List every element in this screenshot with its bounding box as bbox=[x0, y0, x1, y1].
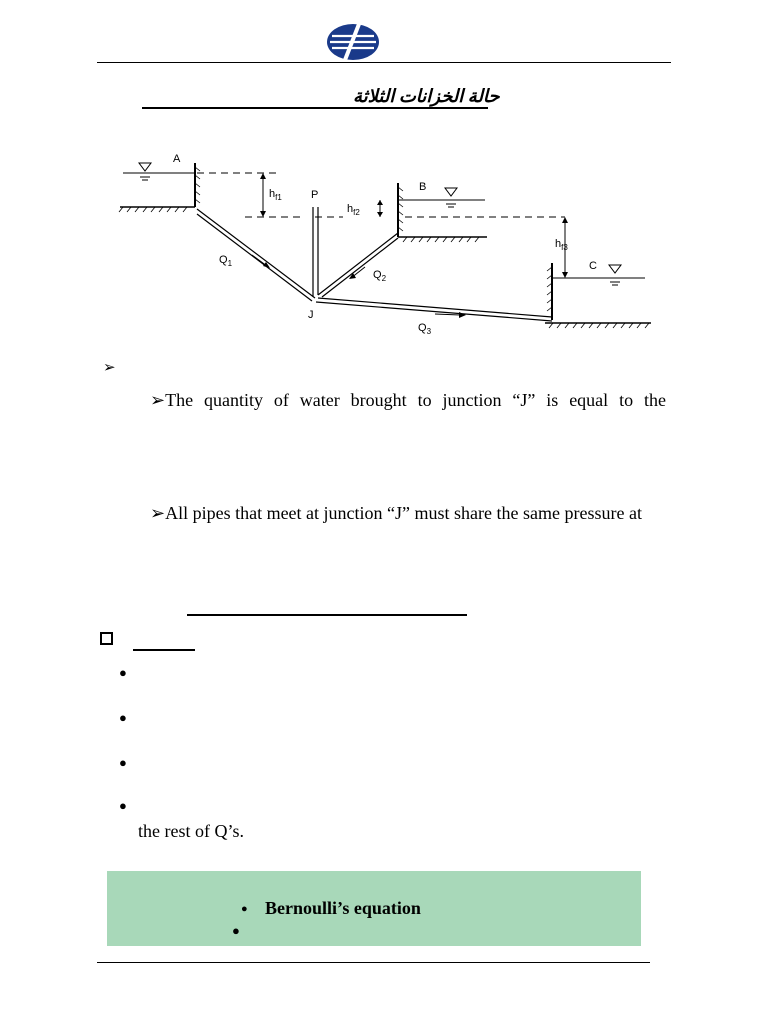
note-bullet-2-icon: ● bbox=[232, 923, 240, 938]
label-q1: Q bbox=[219, 254, 228, 266]
label-hf3-sub: f3 bbox=[561, 243, 568, 252]
label-a: A bbox=[173, 153, 181, 165]
label-hf1-sub: f1 bbox=[275, 193, 282, 202]
conditions-bullet-icon: ➢ bbox=[103, 358, 116, 376]
condition-continuity: ➢The quantity of water brought to junction “J” is equal to the bbox=[150, 390, 666, 410]
flow-arrow-2-icon bbox=[349, 273, 356, 279]
step-bullet-2-icon: ● bbox=[119, 710, 127, 725]
label-q3-sub: 3 bbox=[426, 327, 432, 336]
steps-label-underline bbox=[133, 649, 195, 651]
water-level-b-icon bbox=[445, 188, 457, 196]
label-hf2: h bbox=[347, 203, 354, 215]
step-bullet-4-icon: ● bbox=[119, 798, 127, 813]
label-hf1: h bbox=[269, 188, 276, 200]
institution-logo bbox=[326, 22, 380, 62]
label-hf3: h bbox=[555, 238, 562, 250]
label-q2-sub: 2 bbox=[381, 274, 387, 283]
label-q1-sub: 1 bbox=[227, 259, 233, 268]
step-bullet-1-icon: ● bbox=[119, 665, 127, 680]
step-4-continuation: the rest of Q’s. bbox=[138, 821, 244, 841]
svg-text:Q3 bbox=[418, 322, 432, 336]
label-j: J bbox=[308, 309, 314, 321]
svg-text:Q2 bbox=[373, 269, 387, 283]
svg-text:Q1 bbox=[219, 254, 233, 268]
flow-arrow-3-icon bbox=[459, 312, 466, 318]
svg-text:hf1 bbox=[269, 188, 282, 202]
label-p: P bbox=[311, 189, 319, 201]
svg-text:hf2 bbox=[347, 203, 360, 217]
header-rule bbox=[97, 62, 671, 63]
label-c: C bbox=[589, 260, 597, 272]
water-level-c-icon bbox=[609, 265, 621, 273]
note-item-bernoulli: Bernoulli’s equation bbox=[265, 898, 421, 918]
section-title: حالة الخزانات الثلاثة bbox=[353, 86, 500, 106]
section-title-underline bbox=[142, 107, 488, 109]
svg-text:hf3 bbox=[555, 238, 568, 252]
step-bullet-3-icon: ● bbox=[119, 755, 127, 770]
label-hf2-sub: f2 bbox=[353, 208, 360, 217]
pipe-2 bbox=[318, 233, 398, 295]
steps-heading-underline bbox=[187, 614, 467, 616]
water-level-a-icon bbox=[139, 163, 151, 171]
footer-rule bbox=[97, 962, 650, 963]
label-q3: Q bbox=[418, 322, 427, 334]
checkbox-icon bbox=[100, 632, 113, 645]
three-reservoir-diagram bbox=[115, 145, 655, 345]
label-q2: Q bbox=[373, 269, 382, 281]
label-b: B bbox=[419, 181, 427, 193]
note-bullet-1-icon: ● bbox=[241, 903, 248, 915]
condition-pressure: ➢All pipes that meet at junction “J” must share the same pressure at bbox=[150, 503, 642, 523]
pipe-1 bbox=[197, 209, 315, 298]
